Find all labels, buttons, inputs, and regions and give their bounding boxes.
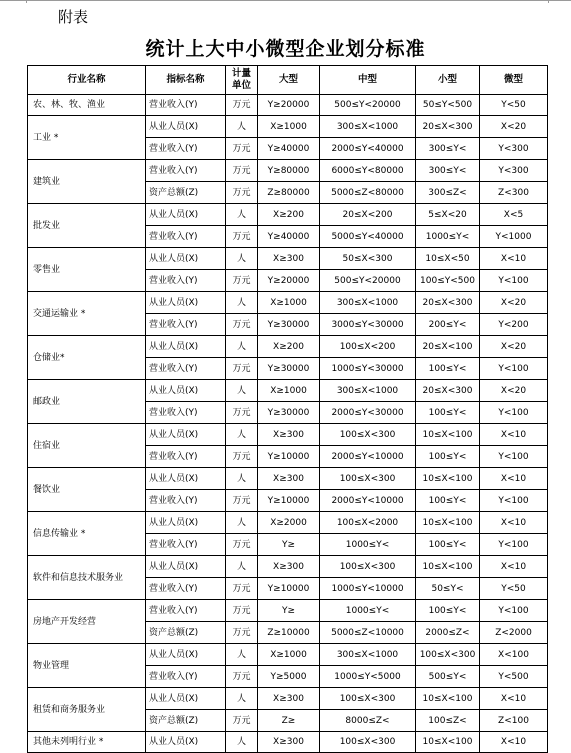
- industry-name: 其他未列明行业 *: [28, 732, 146, 753]
- small-cell: 1000≤Y<: [416, 226, 480, 248]
- large-cell: Z≥: [258, 710, 320, 732]
- header-unit: [226, 66, 258, 95]
- micro-cell: X<10: [480, 688, 548, 710]
- small-cell: 10≤X<100: [416, 556, 480, 578]
- small-cell: 20≤X<300: [416, 292, 480, 314]
- micro-cell: Y<50: [480, 578, 548, 600]
- large-cell: Y≥10000: [258, 490, 320, 512]
- micro-cell: Y<100: [480, 490, 548, 512]
- industry-name: 租赁和商务服务业: [28, 688, 146, 732]
- metric-cell: 营业收入(Y): [146, 490, 226, 512]
- unit-cell: 人: [226, 512, 258, 534]
- large-cell: Y≥10000: [258, 446, 320, 468]
- unit-cell: 人: [226, 644, 258, 666]
- micro-cell: Y<100: [480, 270, 548, 292]
- small-cell: 100≤Y<: [416, 490, 480, 512]
- metric-cell: 从业人员(X): [146, 248, 226, 270]
- industry-name: 邮政业: [28, 380, 146, 424]
- unit-cell: 万元: [226, 160, 258, 182]
- small-cell: 10≤X<100: [416, 424, 480, 446]
- micro-cell: Y<100: [480, 358, 548, 380]
- micro-cell: Z<2000: [480, 622, 548, 644]
- metric-cell: 从业人员(X): [146, 732, 226, 753]
- metric-cell: 从业人员(X): [146, 380, 226, 402]
- large-cell: Y≥20000: [258, 270, 320, 292]
- unit-cell: 人: [226, 116, 258, 138]
- header-large: 大型: [258, 66, 320, 95]
- medium-cell: 1000≤Y<10000: [320, 578, 416, 600]
- medium-cell: 50≤X<300: [320, 248, 416, 270]
- large-cell: X≥1000: [258, 116, 320, 138]
- small-cell: 10≤X<50: [416, 248, 480, 270]
- small-cell: 300≤Y<: [416, 138, 480, 160]
- medium-cell: 5000≤Y<40000: [320, 226, 416, 248]
- unit-cell: 万元: [226, 182, 258, 204]
- metric-cell: 从业人员(X): [146, 468, 226, 490]
- unit-cell: 人: [226, 248, 258, 270]
- industry-name: 工业 *: [28, 116, 146, 160]
- metric-cell: 营业收入(Y): [146, 600, 226, 622]
- small-cell: 20≤X<100: [416, 336, 480, 358]
- unit-cell: 万元: [226, 600, 258, 622]
- metric-cell: 营业收入(Y): [146, 358, 226, 380]
- large-cell: Y≥40000: [258, 138, 320, 160]
- industry-name: 农、林、牧、渔业: [28, 95, 146, 116]
- industry-name: 批发业: [28, 204, 146, 248]
- table-row: [28, 336, 548, 358]
- micro-cell: X<100: [480, 644, 548, 666]
- medium-cell: 2000≤Y<10000: [320, 490, 416, 512]
- unit-cell: 万元: [226, 534, 258, 556]
- industry-name: 信息传输业 *: [28, 512, 146, 556]
- metric-cell: 从业人员(X): [146, 644, 226, 666]
- large-cell: Y≥: [258, 534, 320, 556]
- small-cell: 100≤Y<: [416, 402, 480, 424]
- unit-cell: 人: [226, 688, 258, 710]
- unit-cell: 万元: [226, 710, 258, 732]
- large-cell: Y≥5000: [258, 666, 320, 688]
- medium-cell: 300≤X<1000: [320, 116, 416, 138]
- margin-mark: [548, 0, 549, 3]
- micro-cell: X<10: [480, 732, 548, 753]
- large-cell: X≥300: [258, 688, 320, 710]
- medium-cell: 100≤X<200: [320, 336, 416, 358]
- small-cell: 100≤Z<: [416, 710, 480, 732]
- unit-cell: 万元: [226, 622, 258, 644]
- table-row: [28, 160, 548, 182]
- medium-cell: 2000≤Y<30000: [320, 402, 416, 424]
- unit-cell: 万元: [226, 578, 258, 600]
- table-row: [28, 424, 548, 446]
- large-cell: Y≥10000: [258, 578, 320, 600]
- medium-cell: 8000≤Z<: [320, 710, 416, 732]
- medium-cell: 3000≤Y<30000: [320, 314, 416, 336]
- medium-cell: 1000≤Y<30000: [320, 358, 416, 380]
- small-cell: 10≤X<100: [416, 732, 480, 753]
- small-cell: 300≤Z<: [416, 182, 480, 204]
- micro-cell: Y<500: [480, 666, 548, 688]
- margin-mark: [26, 0, 27, 3]
- micro-cell: Y<100: [480, 446, 548, 468]
- metric-cell: 营业收入(Y): [146, 95, 226, 116]
- medium-cell: 1000≤Y<5000: [320, 666, 416, 688]
- header-metric: 指标名称: [146, 66, 226, 95]
- unit-cell: 人: [226, 336, 258, 358]
- table-row: [28, 556, 548, 578]
- medium-cell: 300≤X<1000: [320, 380, 416, 402]
- medium-cell: 100≤X<300: [320, 424, 416, 446]
- metric-cell: 从业人员(X): [146, 688, 226, 710]
- unit-cell: 人: [226, 468, 258, 490]
- metric-cell: 营业收入(Y): [146, 226, 226, 248]
- metric-cell: 营业收入(Y): [146, 138, 226, 160]
- large-cell: X≥200: [258, 204, 320, 226]
- metric-cell: 从业人员(X): [146, 424, 226, 446]
- table-row: [28, 292, 548, 314]
- large-cell: X≥300: [258, 556, 320, 578]
- large-cell: Z≥80000: [258, 182, 320, 204]
- small-cell: 10≤X<100: [416, 512, 480, 534]
- small-cell: 50≤Y<: [416, 578, 480, 600]
- unit-cell: 万元: [226, 226, 258, 248]
- micro-cell: X<20: [480, 380, 548, 402]
- small-cell: 100≤Y<: [416, 358, 480, 380]
- unit-cell: 人: [226, 292, 258, 314]
- metric-cell: 营业收入(Y): [146, 578, 226, 600]
- header-row: [28, 66, 548, 95]
- micro-cell: X<20: [480, 116, 548, 138]
- unit-cell: 万元: [226, 138, 258, 160]
- unit-cell: 万元: [226, 490, 258, 512]
- unit-cell: 人: [226, 204, 258, 226]
- large-cell: Z≥10000: [258, 622, 320, 644]
- appendix-heading: 附表: [58, 8, 89, 26]
- medium-cell: 100≤X<300: [320, 688, 416, 710]
- small-cell: 50≤Y<500: [416, 95, 480, 116]
- medium-cell: 6000≤Y<80000: [320, 160, 416, 182]
- metric-cell: 资产总额(Z): [146, 182, 226, 204]
- header-small: 小型: [416, 66, 480, 95]
- unit-cell: 人: [226, 380, 258, 402]
- table-row: [28, 248, 548, 270]
- header-industry: 行业名称: [28, 66, 146, 95]
- small-cell: 100≤Y<500: [416, 270, 480, 292]
- unit-cell: 万元: [226, 358, 258, 380]
- metric-cell: 资产总额(Z): [146, 710, 226, 732]
- small-cell: 100≤Y<: [416, 446, 480, 468]
- large-cell: X≥1000: [258, 292, 320, 314]
- micro-cell: X<10: [480, 556, 548, 578]
- metric-cell: 营业收入(Y): [146, 666, 226, 688]
- industry-name: 交通运输业 *: [28, 292, 146, 336]
- metric-cell: 从业人员(X): [146, 512, 226, 534]
- header-medium: 中型: [320, 66, 416, 95]
- large-cell: Y≥: [258, 600, 320, 622]
- small-cell: 300≤Y<: [416, 160, 480, 182]
- unit-cell: 人: [226, 556, 258, 578]
- table-row: [28, 116, 548, 138]
- table-row: [28, 468, 548, 490]
- table-row: [28, 732, 548, 753]
- unit-cell: 万元: [226, 666, 258, 688]
- micro-cell: Y<300: [480, 160, 548, 182]
- large-cell: X≥1000: [258, 644, 320, 666]
- metric-cell: 营业收入(Y): [146, 314, 226, 336]
- small-cell: 10≤X<100: [416, 468, 480, 490]
- metric-cell: 营业收入(Y): [146, 534, 226, 556]
- unit-cell: 万元: [226, 314, 258, 336]
- micro-cell: Y<100: [480, 600, 548, 622]
- micro-cell: X<10: [480, 512, 548, 534]
- micro-cell: X<10: [480, 248, 548, 270]
- micro-cell: Y<200: [480, 314, 548, 336]
- medium-cell: 1000≤Y<: [320, 534, 416, 556]
- table-row: [28, 512, 548, 534]
- small-cell: 20≤X<300: [416, 380, 480, 402]
- micro-cell: Y<300: [480, 138, 548, 160]
- micro-cell: Y<100: [480, 402, 548, 424]
- table-row: [28, 95, 548, 116]
- industry-name: 软件和信息技术服务业: [28, 556, 146, 600]
- unit-cell: 人: [226, 424, 258, 446]
- table-row: [28, 380, 548, 402]
- medium-cell: 5000≤Z<80000: [320, 182, 416, 204]
- large-cell: Y≥30000: [258, 358, 320, 380]
- enterprise-size-standard-table: [27, 65, 548, 753]
- metric-cell: 从业人员(X): [146, 556, 226, 578]
- large-cell: Y≥30000: [258, 314, 320, 336]
- large-cell: X≥1000: [258, 380, 320, 402]
- industry-name: 住宿业: [28, 424, 146, 468]
- industry-name: 建筑业: [28, 160, 146, 204]
- micro-cell: Y<50: [480, 95, 548, 116]
- document-title: 统计上大中小微型企业划分标准: [145, 38, 426, 60]
- metric-cell: 营业收入(Y): [146, 402, 226, 424]
- metric-cell: 营业收入(Y): [146, 446, 226, 468]
- industry-name: 仓储业*: [28, 336, 146, 380]
- industry-name: 零售业: [28, 248, 146, 292]
- unit-cell: 万元: [226, 270, 258, 292]
- micro-cell: X<5: [480, 204, 548, 226]
- large-cell: Y≥80000: [258, 160, 320, 182]
- metric-cell: 资产总额(Z): [146, 622, 226, 644]
- unit-cell: 人: [226, 732, 258, 753]
- large-cell: Y≥40000: [258, 226, 320, 248]
- medium-cell: 2000≤Y<10000: [320, 446, 416, 468]
- metric-cell: 从业人员(X): [146, 204, 226, 226]
- small-cell: 10≤X<100: [416, 688, 480, 710]
- industry-name: 餐饮业: [28, 468, 146, 512]
- metric-cell: 从业人员(X): [146, 336, 226, 358]
- micro-cell: X<20: [480, 336, 548, 358]
- unit-cell: 万元: [226, 446, 258, 468]
- micro-cell: Z<100: [480, 710, 548, 732]
- industry-name: 物业管理: [28, 644, 146, 688]
- page-top-border: [0, 0, 571, 4]
- medium-cell: 2000≤Y<40000: [320, 138, 416, 160]
- medium-cell: 100≤X<300: [320, 468, 416, 490]
- small-cell: 100≤Y<: [416, 600, 480, 622]
- unit-cell: 万元: [226, 95, 258, 116]
- medium-cell: 300≤X<1000: [320, 644, 416, 666]
- industry-name: 房地产开发经营: [28, 600, 146, 644]
- medium-cell: 1000≤Y<: [320, 600, 416, 622]
- small-cell: 2000≤Z<: [416, 622, 480, 644]
- medium-cell: 20≤X<200: [320, 204, 416, 226]
- table-row: [28, 600, 548, 622]
- micro-cell: X<10: [480, 468, 548, 490]
- micro-cell: X<20: [480, 292, 548, 314]
- micro-cell: X<10: [480, 424, 548, 446]
- metric-cell: 从业人员(X): [146, 116, 226, 138]
- table-body: [28, 95, 548, 753]
- large-cell: X≥300: [258, 732, 320, 753]
- small-cell: 100≤Y<: [416, 534, 480, 556]
- micro-cell: Y<100: [480, 534, 548, 556]
- medium-cell: 100≤X<300: [320, 732, 416, 753]
- metric-cell: 营业收入(Y): [146, 160, 226, 182]
- medium-cell: 100≤X<300: [320, 556, 416, 578]
- table-row: [28, 204, 548, 226]
- large-cell: X≥2000: [258, 512, 320, 534]
- medium-cell: 5000≤Z<10000: [320, 622, 416, 644]
- small-cell: 20≤X<300: [416, 116, 480, 138]
- small-cell: 200≤Y<: [416, 314, 480, 336]
- micro-cell: Y<1000: [480, 226, 548, 248]
- header-unit-label: 计量单位: [231, 68, 251, 91]
- small-cell: 100≤X<300: [416, 644, 480, 666]
- metric-cell: 从业人员(X): [146, 292, 226, 314]
- micro-cell: Z<300: [480, 182, 548, 204]
- large-cell: Y≥20000: [258, 95, 320, 116]
- large-cell: X≥300: [258, 248, 320, 270]
- large-cell: X≥300: [258, 468, 320, 490]
- medium-cell: 500≤Y<20000: [320, 95, 416, 116]
- large-cell: Y≥30000: [258, 402, 320, 424]
- table-row: [28, 644, 548, 666]
- large-cell: X≥200: [258, 336, 320, 358]
- medium-cell: 500≤Y<20000: [320, 270, 416, 292]
- small-cell: 5≤X<20: [416, 204, 480, 226]
- large-cell: X≥300: [258, 424, 320, 446]
- table-row: [28, 688, 548, 710]
- unit-cell: 万元: [226, 402, 258, 424]
- metric-cell: 营业收入(Y): [146, 270, 226, 292]
- header-micro: 微型: [480, 66, 548, 95]
- medium-cell: 300≤X<1000: [320, 292, 416, 314]
- medium-cell: 100≤X<2000: [320, 512, 416, 534]
- small-cell: 500≤Y<: [416, 666, 480, 688]
